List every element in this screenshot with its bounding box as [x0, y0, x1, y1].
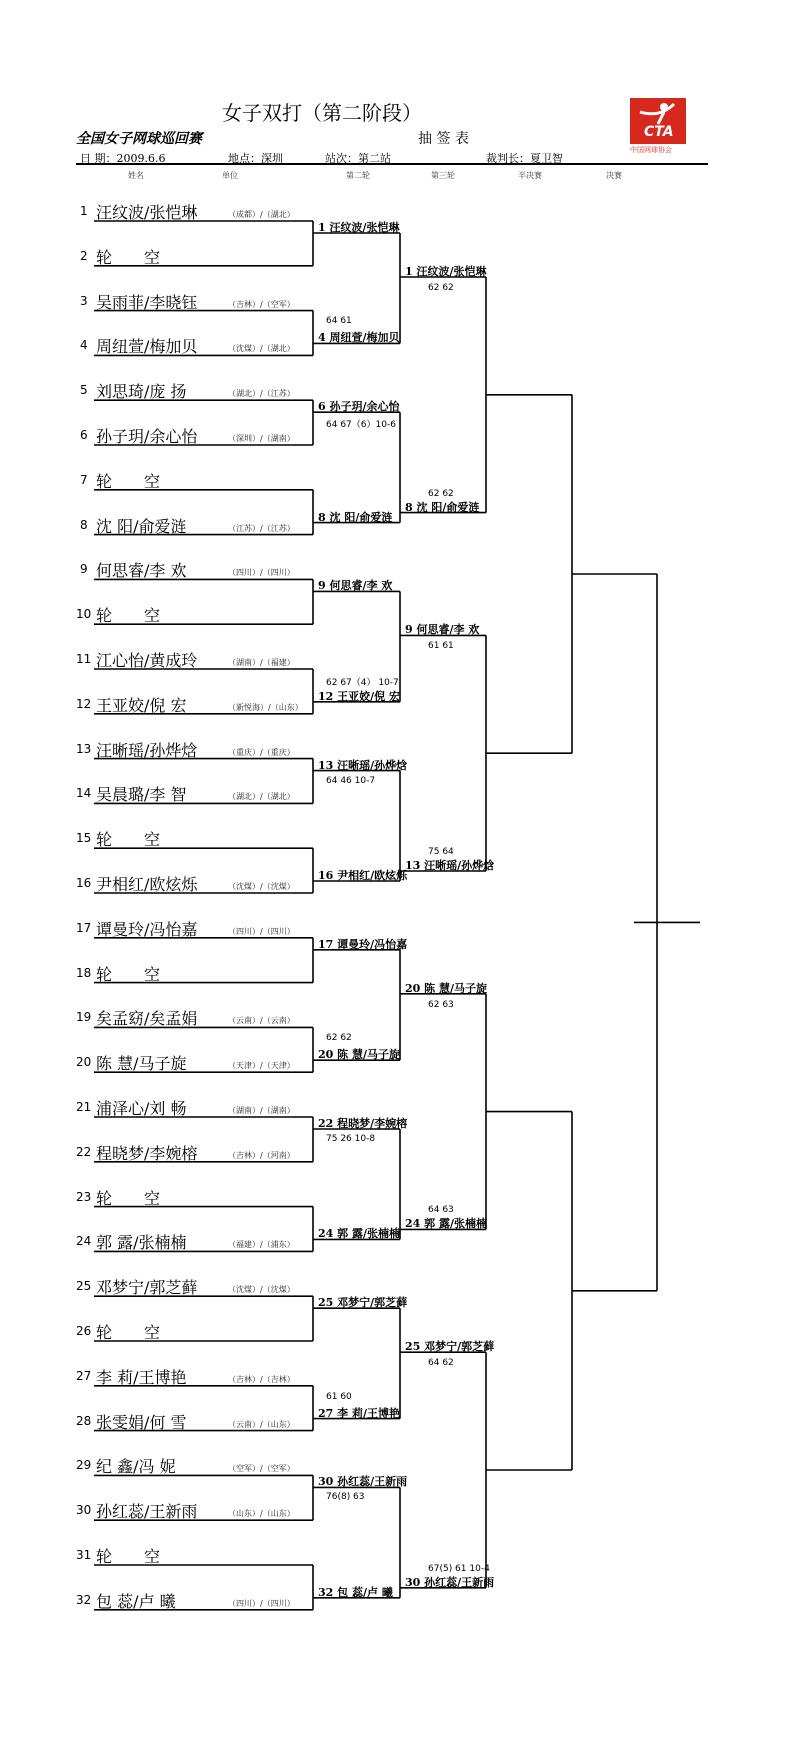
entry-number: 3: [80, 293, 88, 308]
round2-score: 64 61: [326, 316, 352, 327]
entry-name: 江心怡/黄成玲: [96, 651, 198, 670]
entry-number: 32: [76, 1592, 92, 1607]
tour-name: 全国女子网球巡回赛: [76, 131, 202, 147]
entry-unit: （空军）/（空军）: [228, 1464, 295, 1474]
entry-unit: （吉林）/（吉林）: [228, 1374, 295, 1384]
entry-unit: （成都）/（湖北）: [228, 210, 295, 219]
col-header-name: 姓名: [128, 171, 144, 180]
entry-number: 7: [80, 472, 88, 487]
round2-score: 62 62: [326, 1033, 352, 1044]
entry-name: 浦泽心/刘 畅: [96, 1099, 187, 1118]
entry-number: 31: [76, 1548, 92, 1562]
entry-number: 23: [76, 1189, 92, 1204]
round3-score: 67(5) 61 10-4: [428, 1563, 490, 1574]
round3-score: 62 63: [428, 999, 454, 1010]
entry-unit: （湖北）/（湖北）: [228, 792, 295, 802]
entry-name: 包 蕊/卢 曦: [96, 1591, 176, 1611]
logo-org: 中国网球协会: [630, 146, 672, 154]
round2-score: 76(8) 63: [326, 1492, 365, 1503]
entry-name: 轮 空: [96, 606, 161, 626]
entry-unit: （四川）/（四川）: [228, 926, 295, 936]
entry-unit: （云南）/（山东）: [228, 1419, 295, 1429]
entry-number: 12: [76, 696, 92, 711]
entry-number: 24: [76, 1234, 92, 1249]
entry-number: 4: [80, 338, 88, 353]
entry-number: 26: [76, 1324, 92, 1338]
entry-number: 2: [80, 248, 88, 263]
round2-score: 64 67（6）10-6: [326, 420, 396, 431]
round2-winner: 25 邓梦宁/郭芝藓: [318, 1296, 408, 1310]
entry-number: 15: [76, 831, 92, 846]
round3-winner: 30 孙红蕊/王新雨: [405, 1575, 495, 1589]
entry-number: 6: [80, 428, 88, 442]
entry-number: 16: [76, 876, 92, 890]
entry-name: 尹相红/欧炫烁: [96, 875, 198, 894]
entry-name: 刘思琦/庞 扬: [96, 382, 187, 402]
entry-unit: （湖南）/（福建）: [228, 658, 295, 667]
entry-number: 20: [76, 1055, 92, 1070]
round2-winner: 9 何思睿/李 欢: [318, 579, 393, 593]
entry-unit: （沈煤）/（沈煤）: [228, 882, 295, 891]
round2-winner: 6 孙子玥/余心怡: [318, 400, 400, 414]
round2-winner: 1 汪纹波/张恺琳: [318, 221, 400, 234]
entry-number: 22: [76, 1144, 92, 1159]
entry-name: 邓梦宁/郭芝藓: [96, 1278, 198, 1298]
entry-unit: （四川）/（四川）: [228, 1598, 295, 1608]
entry-unit: （新悦海）/（山东）: [228, 702, 303, 712]
entry-number: 30: [76, 1503, 92, 1518]
entry-name: 汪晰瑶/孙烨焓: [96, 740, 198, 760]
round3-winner: 9 何思睿/李 欢: [405, 623, 480, 637]
entry-number: 21: [76, 1100, 92, 1114]
round3-winner: 8 沈 阳/俞爱涟: [405, 500, 480, 514]
round2-winner: 4 周纽萱/梅加贝: [318, 331, 400, 345]
round2-winner: 27 李 莉/王博艳: [318, 1406, 400, 1420]
entry-name: 孙红蕊/王新雨: [96, 1502, 198, 1522]
entry-unit: （深圳）/（湖南）: [228, 434, 295, 443]
entry-name: 郭 露/张楠楠: [96, 1233, 187, 1253]
entry-name: 谭曼玲/冯怡嘉: [96, 919, 198, 939]
entry-number: 10: [76, 607, 92, 622]
entry-number: 19: [76, 1010, 92, 1025]
entry-unit: （山东）/（山东）: [228, 1509, 295, 1519]
round2-score: 61 60: [326, 1391, 352, 1402]
date-label: 日 期：2009.6.6: [80, 152, 166, 165]
entry-number: 14: [76, 786, 92, 801]
entry-unit: （四川）/（四川）: [228, 568, 295, 578]
round3-score: 64 63: [428, 1205, 454, 1216]
referee-label: 裁判长：夏卫智: [486, 152, 563, 165]
entry-unit: （沈煤）/（沈煤）: [228, 1285, 295, 1295]
round2-winner: 13 汪晰瑶/孙烨焓: [318, 758, 408, 772]
entry-name: 纪 鑫/冯 妮: [96, 1457, 176, 1477]
entry-name: 张雯娟/何 雪: [96, 1412, 187, 1432]
entry-unit: （吉林）/（河南）: [228, 1150, 295, 1160]
entry-number: 18: [76, 965, 92, 980]
entry-unit: （云南）/（云南）: [228, 1016, 295, 1026]
page-title: 女子双打（第二阶段）: [222, 101, 422, 125]
col-header-semifinal: 半决赛: [518, 171, 542, 180]
stage-label: 站次：第二站: [325, 152, 391, 165]
entry-number: 28: [76, 1413, 92, 1428]
round2-winner: 8 沈 阳/俞爱涟: [318, 510, 393, 524]
entry-number: 1: [80, 204, 88, 218]
round2-winner: 24 郭 露/张楠楠: [318, 1227, 400, 1241]
round2-winner: 16 尹相红/欧炫烁: [318, 869, 408, 882]
entry-name: 吴雨菲/李晓钰: [96, 292, 198, 312]
entry-name: 轮 空: [96, 964, 161, 984]
round2-winner: 30 孙红蕊/王新雨: [318, 1475, 408, 1489]
entry-unit: （吉林）/（空军）: [228, 299, 295, 309]
entry-number: 8: [80, 517, 88, 532]
entry-number: 5: [80, 383, 88, 398]
entry-name: 周纽萱/梅加贝: [96, 337, 198, 357]
round3-winner: 20 陈 慧/马子旋: [405, 981, 487, 995]
round2-score: 75 26 10-8: [326, 1134, 376, 1144]
entry-name: 轮 空: [96, 471, 161, 491]
round2-winner: 32 包 蕊/卢 曦: [318, 1585, 393, 1599]
round3-winner: 25 邓梦宁/郭芝藓: [405, 1340, 495, 1354]
entry-number: 27: [76, 1368, 92, 1383]
entry-name: 沈 阳/俞爱涟: [96, 516, 187, 536]
entry-name: 矣孟窈/矣孟娟: [96, 1009, 198, 1029]
round3-winner: 24 郭 露/张楠楠: [405, 1217, 487, 1231]
col-header-round2: 第二轮: [346, 171, 370, 180]
entry-number: 25: [76, 1279, 92, 1294]
entry-number: 11: [76, 652, 92, 666]
round3-score: 75 64: [428, 847, 454, 857]
entry-unit: （福建）/（浦东）: [228, 1240, 295, 1250]
round3-score: 64 62: [428, 1358, 454, 1369]
round2-winner: 20 陈 慧/马子旋: [318, 1048, 400, 1062]
entry-name: 何思睿/李 欢: [96, 561, 187, 581]
entry-name: 王亚姣/倪 宏: [96, 695, 187, 715]
sheet-label: 抽 签 表: [418, 131, 469, 147]
round3-score: 61 61: [428, 641, 454, 652]
round2-score: 62 67（4） 10-7: [326, 677, 399, 688]
entry-unit: （江苏）/（江苏）: [228, 523, 295, 533]
entry-name: 汪纹波/张恺琳: [96, 203, 198, 222]
entry-unit: （天津）/（天津）: [228, 1061, 295, 1071]
entry-name: 轮 空: [96, 247, 161, 267]
entry-unit: （重庆）/（重庆）: [228, 747, 295, 757]
round2-winner: 12 王亚姣/倪 宏: [318, 689, 400, 703]
entry-name: 李 莉/王博艳: [96, 1367, 187, 1387]
venue-label: 地点：深圳: [228, 152, 283, 165]
round3-winner: 13 汪晰瑶/孙烨焓: [405, 859, 495, 872]
round2-winner: 22 程晓梦/李婉榕: [318, 1117, 408, 1130]
entry-name: 程晓梦/李婉榕: [96, 1143, 198, 1163]
round2-winner: 17 谭曼玲/冯怡嘉: [318, 937, 408, 951]
entry-name: 吴晨璐/李 智: [96, 785, 187, 805]
col-header-round3: 第三轮: [431, 171, 455, 180]
entry-name: 轮 空: [96, 1323, 161, 1342]
entry-unit: （沈煤）/（湖北）: [228, 344, 295, 354]
col-header-final: 决赛: [606, 171, 622, 180]
entry-number: 13: [76, 741, 92, 756]
entry-name: 孙子玥/余心怡: [96, 427, 198, 446]
round3-score: 62 62: [428, 283, 454, 293]
entry-unit: （湖南）/（湖南）: [228, 1106, 295, 1115]
entry-name: 轮 空: [96, 830, 161, 850]
entry-number: 17: [76, 920, 92, 935]
logo-mark: CTA: [644, 124, 674, 140]
entry-name: 轮 空: [96, 1547, 161, 1566]
entry-name: 轮 空: [96, 1188, 161, 1208]
round3-winner: 1 汪纹波/张恺琳: [405, 265, 487, 278]
col-header-unit: 单位: [222, 171, 238, 180]
entry-number: 29: [76, 1458, 92, 1473]
round2-score: 64 46 10-7: [326, 775, 376, 786]
entry-unit: （湖北）/（江苏）: [228, 389, 295, 399]
entry-number: 9: [80, 562, 88, 577]
round3-score: 62 62: [428, 488, 454, 499]
entry-name: 陈 慧/马子旋: [96, 1054, 187, 1074]
